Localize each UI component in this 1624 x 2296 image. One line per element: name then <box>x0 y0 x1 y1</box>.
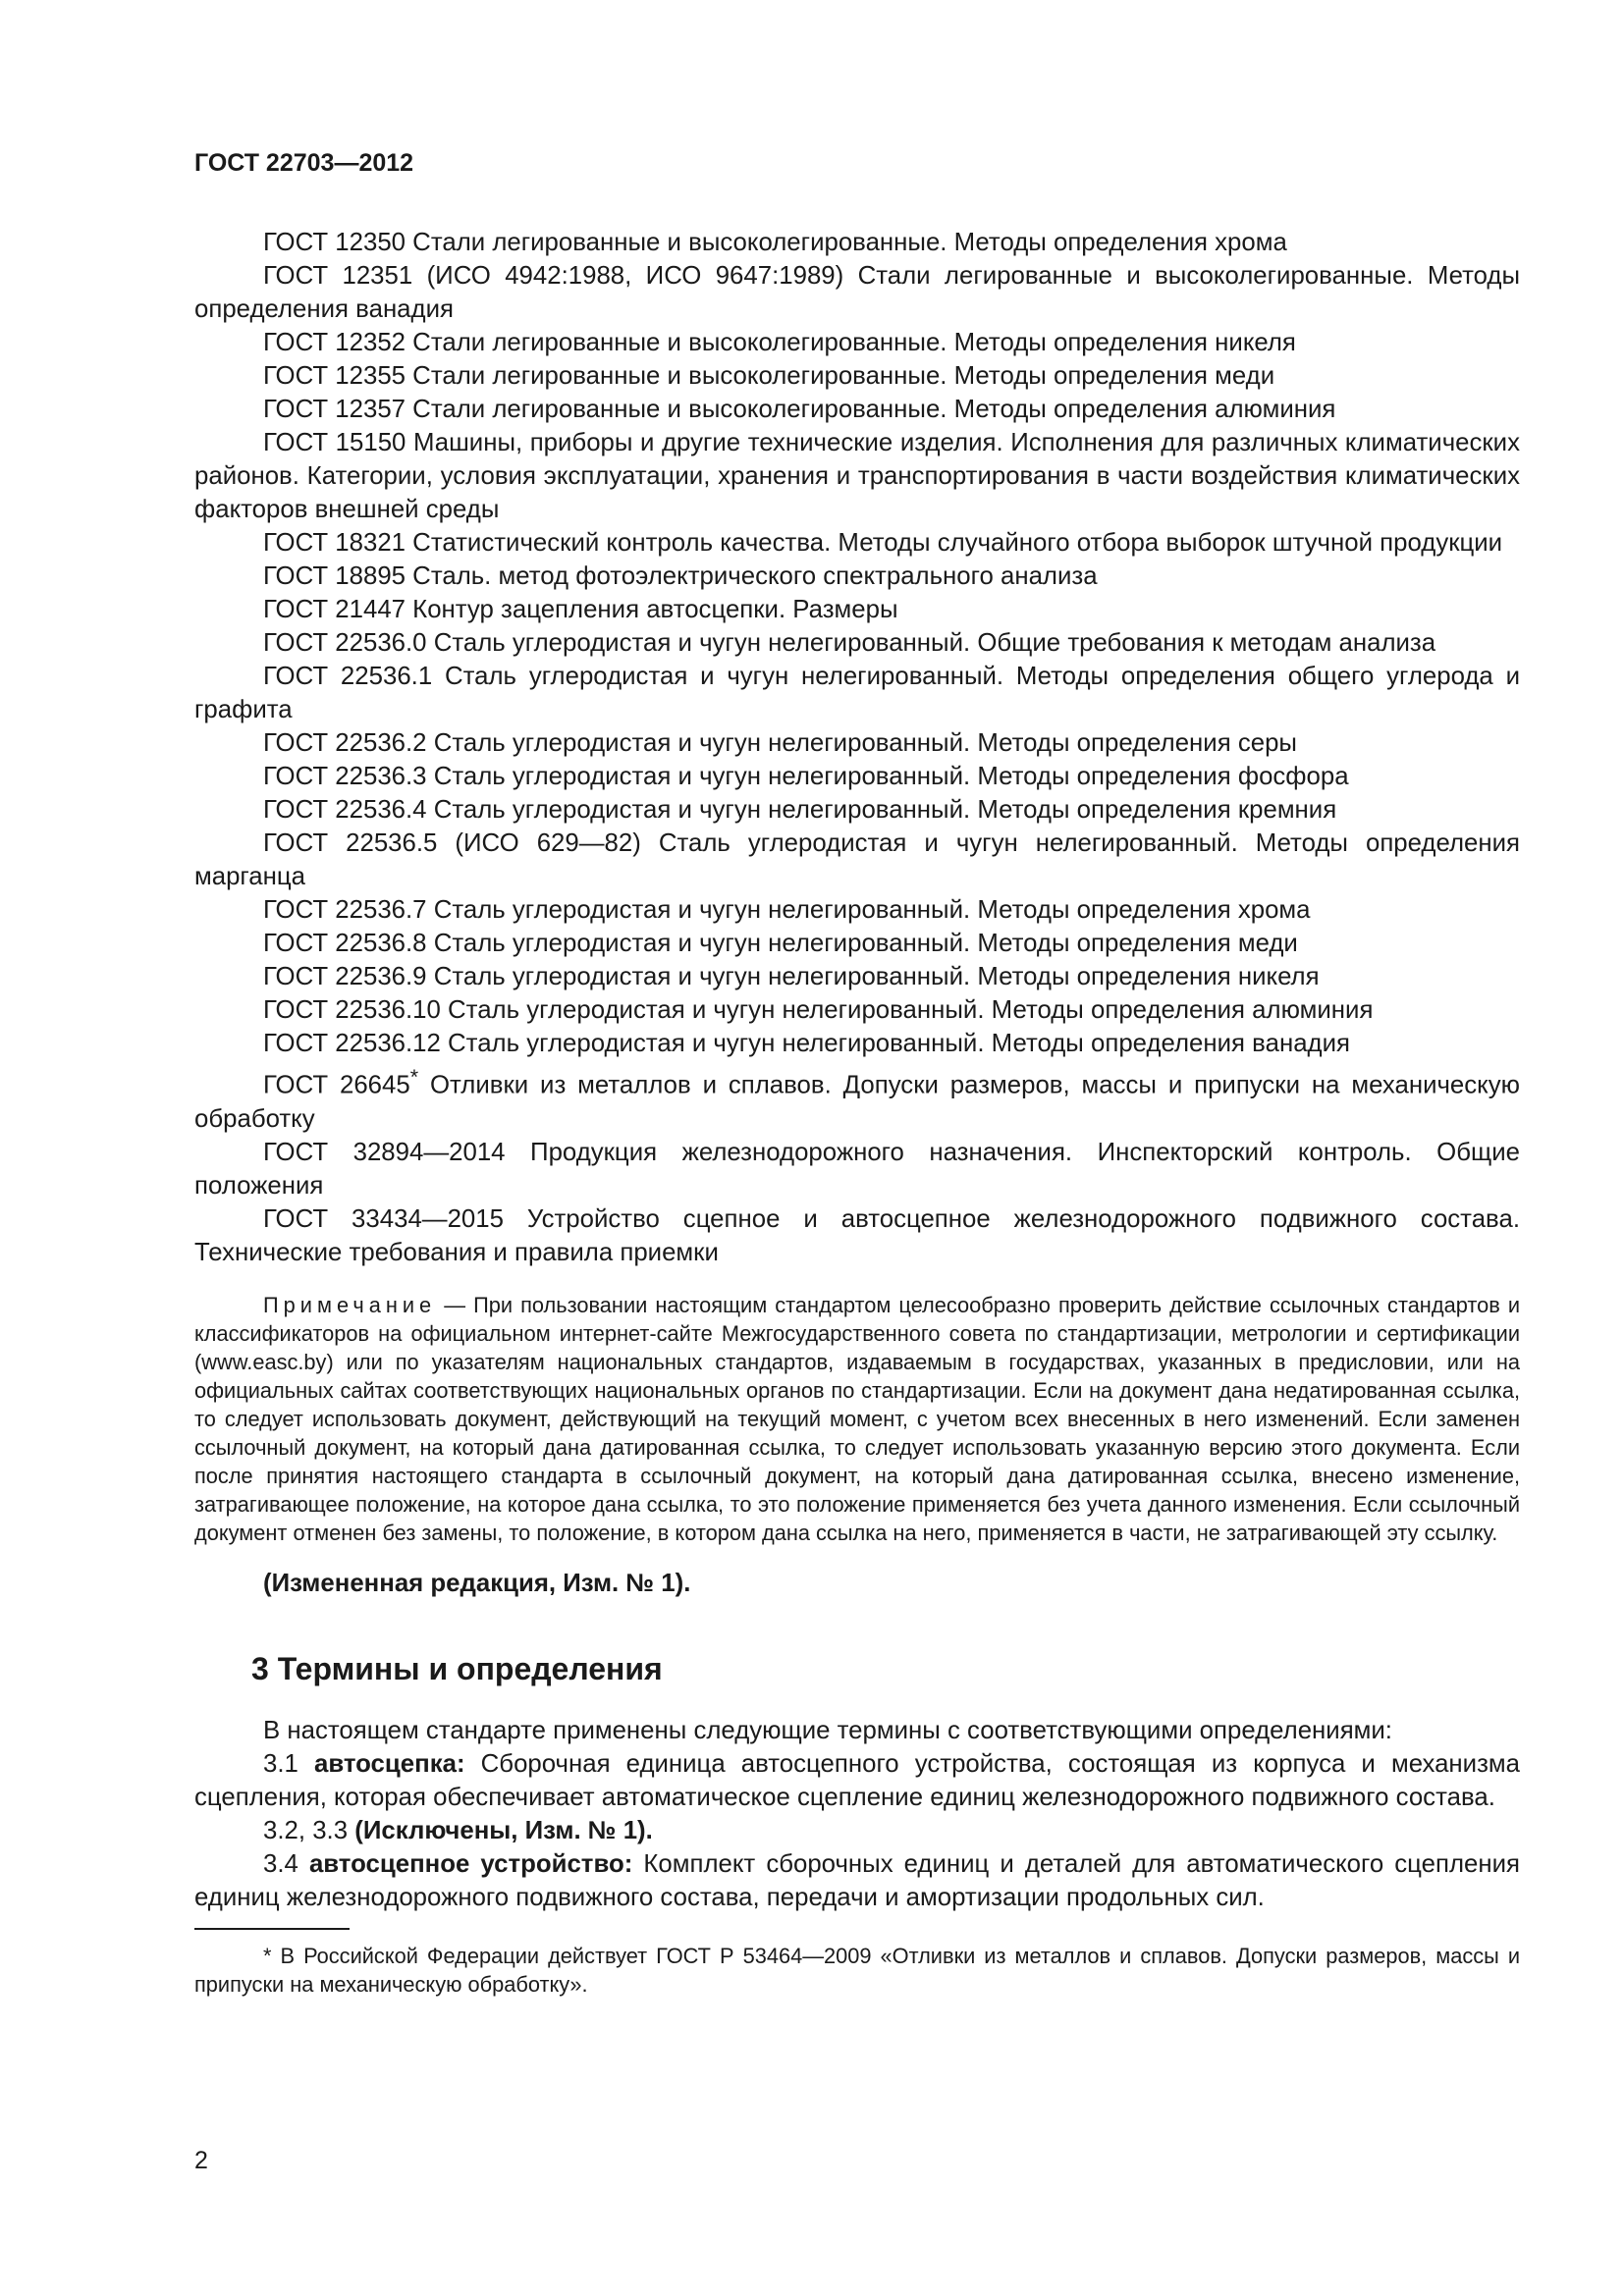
reference-item: ГОСТ 22536.7 Сталь углеродистая и чугун нелегированный. Методы определения хрома <box>263 896 1311 924</box>
reference-item: ГОСТ 12350 Стали легированные и высоколегированные. Методы определения хрома <box>263 229 1287 256</box>
term-item <box>194 1847 1520 1914</box>
section-title: 3 Термины и определения <box>251 1650 663 1686</box>
term-item <box>194 1747 1520 1814</box>
reference-item <box>194 1060 1520 1136</box>
term-definition: Сборочная единица автосцепного устройства, состоящая из корпуса и механизма сцепления, которая обеспечивает автоматическое сцепление единиц железнодорожного подвижного состава. <box>194 1749 1520 1811</box>
document-header: ГОСТ 22703—2012 <box>194 149 414 177</box>
reference-item: ГОСТ 18895 Сталь. метод фотоэлектрического спектрального анализа <box>263 562 1098 590</box>
normative-references-list <box>194 226 1520 1269</box>
term-name: автосцепное устройство: <box>308 1849 633 1878</box>
section-intro: В настоящем стандарте применены следующие термины с соответствующими определениями: <box>263 1716 1392 1744</box>
note-text: — При пользовании настоящим стандартом целесообразно проверить действие ссылочных стандартов и классификаторов на официальном интернет-сайте Межгосударственного совета по стандартизации, метрологии и сертификации (www.easc.by) или по указателям национальных стандартов, издаваемым в государствах, указанных в предисловии, или на официальных сайтах соответствующих национальных органов по стандартизации. Если на документ дана недатированная ссылка, то следует использовать документ, действующий на текущий момент, с учетом всех внесенных в него изменений. Если заменен ссылочный документ, на который дана датированная ссылка, то следует использовать указанную версию этого документа. Если после принятия настоящего стандарта в ссылочный документ, на который дана датированная ссылка, внесено изменение, затрагивающее положение, на которое дана ссылка, то это положение применяется без учета данного изменения. Если ссылочный документ отменен без замены, то положение, в котором дана ссылка на него, применяется в части, не затрагивающей эту ссылку. <box>194 1292 1520 1545</box>
term-number: 3.2, 3.3 <box>263 1816 355 1844</box>
reference-item: ГОСТ 22536.8 Сталь углеродистая и чугун нелегированный. Методы определения меди <box>263 930 1298 957</box>
reference-item: ГОСТ 22536.3 Сталь углеродистая и чугун нелегированный. Методы определения фосфора <box>263 763 1349 790</box>
note-paragraph <box>194 1291 1520 1547</box>
reference-item: ГОСТ 22536.12 Сталь углеродистая и чугун нелегированный. Методы определения ванадия <box>263 1030 1350 1057</box>
reference-item: ГОСТ 21447 Контур зацепления автосцепки. Размеры <box>263 596 898 623</box>
reference-title: Отливки из металлов и сплавов. Допуски размеров, массы и припуски на механическую обработку <box>194 1071 1520 1133</box>
term-name: автосцепка: <box>313 1749 465 1778</box>
note-block <box>194 1291 1520 1547</box>
reference-item: ГОСТ 15150 Машины, приборы и другие технические изделия. Исполнения для различных климатических районов. Категории, условия эксплуатации, хранения и транспортирования в части воздействия климатических факторов внешней среды <box>194 429 1520 523</box>
reference-item: ГОСТ 12357 Стали легированные и высоколегированные. Методы определения алюминия <box>263 396 1336 423</box>
reference-item: ГОСТ 18321 Статистический контроль качества. Методы случайного отбора выборок штучной продукции <box>263 529 1503 557</box>
note-label: Примечание <box>263 1292 437 1317</box>
footnote-marker: * <box>409 1065 419 1089</box>
reference-item: ГОСТ 32894—2014 Продукция железнодорожного назначения. Инспекторский контроль. Общие положения <box>194 1138 1520 1200</box>
term-definition: Комплект сборочных единиц и деталей для автоматического сцепления единиц железнодорожного подвижного состава, передачи и амортизации продольных сил. <box>194 1849 1520 1911</box>
reference-item: ГОСТ 12355 Стали легированные и высоколегированные. Методы определения меди <box>263 362 1275 390</box>
footnote: * В Российской Федерации действует ГОСТ Р 53464—2009 «Отливки из металлов и сплавов. Допуски размеров, массы и припуски на механическую обработку». <box>194 1943 1520 1997</box>
reference-item: ГОСТ 12351 (ИСО 4942:1988, ИСО 9647:1989) Стали легированные и высоколегированные. Методы определения ванадия <box>194 262 1520 323</box>
reference-item: ГОСТ 22536.2 Сталь углеродистая и чугун нелегированный. Методы определения серы <box>263 729 1297 757</box>
footnote-divider <box>194 1928 350 1930</box>
reference-item: ГОСТ 22536.0 Сталь углеродистая и чугун нелегированный. Общие требования к методам анализа <box>263 629 1436 657</box>
term-item <box>194 1814 1520 1847</box>
page-number: 2 <box>194 2147 208 2174</box>
term-number: 3.1 <box>263 1749 314 1778</box>
reference-item: ГОСТ 12352 Стали легированные и высоколегированные. Методы определения никеля <box>263 329 1296 356</box>
reference-item: ГОСТ 22536.4 Сталь углеродистая и чугун нелегированный. Методы определения кремния <box>263 796 1337 824</box>
reference-item: ГОСТ 22536.5 (ИСО 629—82) Сталь углеродистая и чугун нелегированный. Методы определения марганца <box>194 829 1520 890</box>
amendment-notice: (Измененная редакция, Изм. № 1). <box>263 1569 691 1597</box>
reference-item: ГОСТ 22536.9 Сталь углеродистая и чугун нелегированный. Методы определения никеля <box>263 963 1320 990</box>
reference-item: ГОСТ 22536.1 Сталь углеродистая и чугун нелегированный. Методы определения общего углерода и графита <box>194 663 1520 723</box>
page-content <box>194 226 1520 1999</box>
term-name: (Исключены, Изм. № 1). <box>354 1816 653 1844</box>
reference-item: ГОСТ 33434—2015 Устройство сцепное и автосцепное железнодорожного подвижного состава. Технические требования и правила приемки <box>194 1204 1520 1266</box>
term-number: 3.4 <box>263 1849 309 1878</box>
terms-section <box>194 1714 1520 1914</box>
reference-code: ГОСТ 26645 <box>263 1071 410 1099</box>
reference-item: ГОСТ 22536.10 Сталь углеродистая и чугун нелегированный. Методы определения алюминия <box>263 996 1374 1024</box>
